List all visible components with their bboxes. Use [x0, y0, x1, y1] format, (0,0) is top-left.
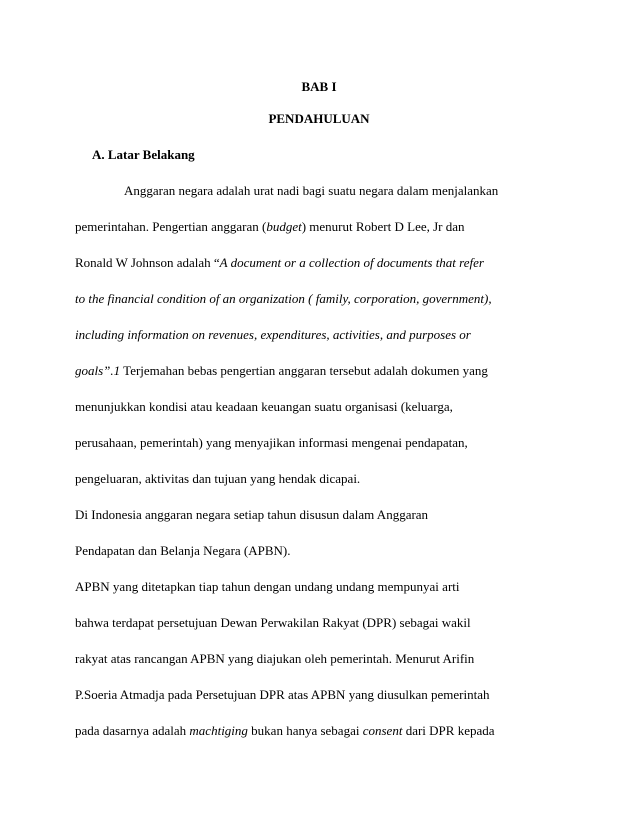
paragraph-line: pengeluaran, aktivitas dan tujuan yang hendak dicapai. — [75, 471, 361, 486]
chapter-title: PENDAHULUAN — [268, 111, 370, 126]
paragraph-line: Anggaran negara adalah urat nadi bagi suatu negara dalam menjalankan — [124, 183, 499, 198]
text-run: ) menurut Robert D Lee, Jr dan — [301, 219, 465, 234]
italic-quote: including information on revenues, expenditures, activities, and purposes or — [75, 327, 471, 342]
paragraph-line: P.Soeria Atmadja pada Persetujuan DPR atas APBN yang diusulkan pemerintah — [75, 687, 490, 702]
text-run: dari DPR kepada — [402, 723, 495, 738]
paragraph-line: perusahaan, pemerintah) yang menyajikan informasi mengenai pendapatan, — [75, 435, 468, 450]
paragraph-line — [75, 291, 492, 307]
paragraph-line: APBN yang ditetapkan tiap tahun dengan undang undang mempunyai arti — [75, 579, 460, 594]
italic-term: consent — [362, 723, 403, 738]
paragraph-line: menunjukkan kondisi atau keadaan keuangan suatu organisasi (keluarga, — [75, 399, 453, 414]
paragraph-line — [75, 255, 484, 271]
paragraph-line — [75, 723, 495, 739]
text-run: bukan hanya sebagai — [247, 723, 363, 738]
section-heading: A. Latar Belakang — [92, 147, 195, 162]
text-run: Terjemahan bebas pengertian anggaran tersebut adalah dokumen yang — [120, 363, 488, 378]
paragraph-line: Pendapatan dan Belanja Negara (APBN). — [75, 543, 291, 558]
text-run: pemerintahan. Pengertian anggaran ( — [75, 219, 267, 234]
paragraph-line: bahwa terdapat persetujuan Dewan Perwakilan Rakyat (DPR) sebagai wakil — [75, 615, 471, 630]
text-run: Ronald W Johnson adalah “ — [75, 255, 220, 270]
italic-quote: to the financial condition of an organization ( family, corporation, government), — [75, 291, 492, 306]
paragraph-line: Di Indonesia anggaran negara setiap tahun disusun dalam Anggaran — [75, 507, 429, 522]
paragraph-line — [75, 219, 465, 235]
paragraph-line: rakyat atas rancangan APBN yang diajukan oleh pemerintah. Menurut Arifin — [75, 651, 475, 666]
italic-term: machtiging — [189, 723, 248, 738]
italic-quote: A document or a collection of documents that refer — [219, 255, 484, 270]
italic-term: budget — [266, 219, 302, 234]
chapter-number: BAB I — [301, 79, 337, 94]
italic-quote: goals”.1 — [75, 363, 121, 378]
paragraph-line — [75, 363, 488, 379]
paragraph-line — [75, 327, 471, 343]
text-run: pada dasarnya adalah — [75, 723, 190, 738]
